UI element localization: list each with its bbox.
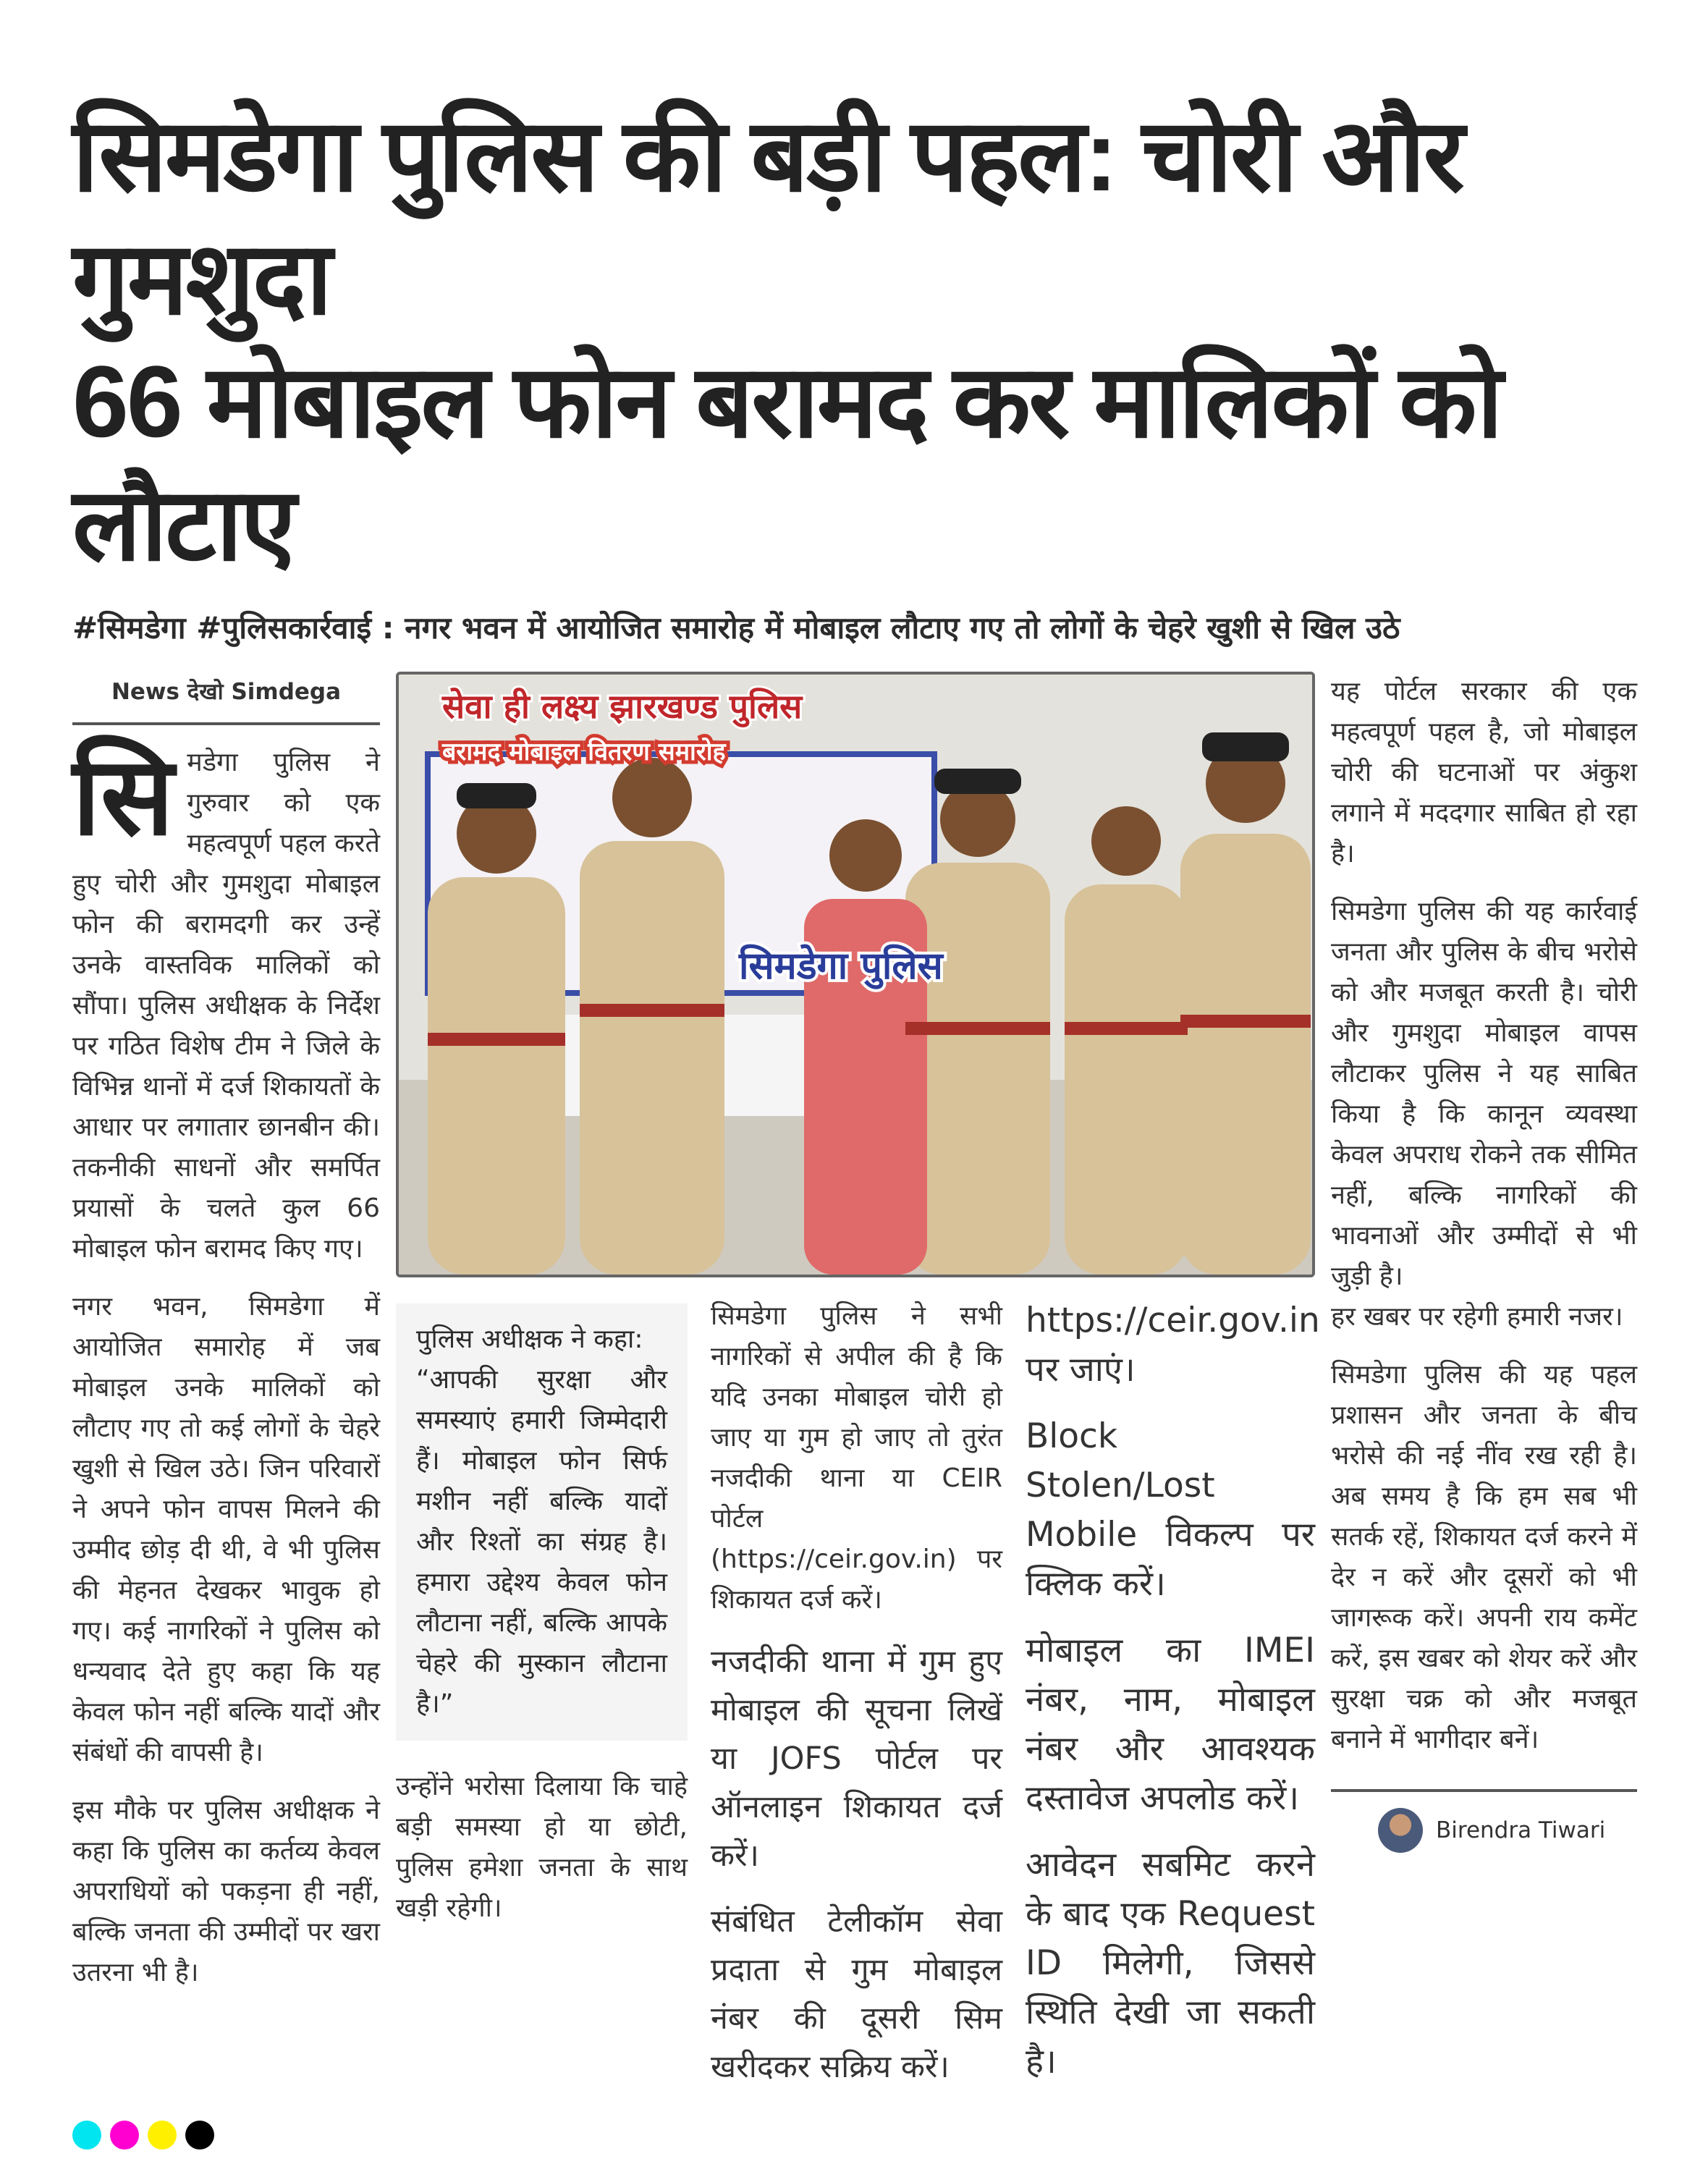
quote-intro: पुलिस अधीक्षक ने कहा: [416, 1324, 643, 1354]
subheadline: #सिमडेगा #पुलिसकार्रवाई : नगर भवन में आयोजित समारोह में मोबाइल लौटाए गए तो लोगों के चेहरे खुशी से खिल उठे [72, 610, 1400, 646]
middle-area [396, 672, 1320, 2109]
column-4 [1026, 1296, 1320, 2104]
step-item: Block Stolen/Lost Mobile विकल्प पर क्लिक करें। [1026, 1416, 1315, 1604]
divider [1331, 1789, 1637, 1792]
banner-text-2: बरामद मोबाइल वितरण समारोह [442, 737, 726, 766]
banner-text-3: सिमडेगा पुलिस [739, 944, 943, 988]
article-columns [72, 672, 1638, 2109]
column-1 [72, 672, 380, 2011]
paragraph: मडेगा पुलिस ने गुरुवार को एक महत्वपूर्ण पहल करते हुए चोरी और गुमशुदा मोबाइल फोन की बरामदगी कर उन्हें उनके वास्तविक मालिकों को सौंपा। पुलिस अधीक्षक के निर्देश पर गठित विशेष टीम ने जिले के विभिन्न थानों में दर्ज शिकायतों के आधार पर लगातार छानबीन की। तकनीकी साधनों और समर्पित प्रयासों के चलते कुल 66 मोबाइल फोन बरामद किए गए। [72, 748, 380, 1264]
tagline: हर खबर पर रहेगी हमारी नजर। [1331, 1302, 1623, 1332]
cyan-registration-dot [72, 2121, 101, 2150]
paragraph: यह पोर्टल सरकार की एक महत्वपूर्ण पहल है, जो मोबाइल चोरी की घटनाओं पर अंकुश लगाने में मददगार साबित हो रहा है। [1331, 677, 1637, 868]
quote-text: “आपकी सुरक्षा और समस्याएं हमारी जिम्मेदारी हैं। मोबाइल फोन सिर्फ मशीन नहीं बल्कि यादों और रिश्तों का संग्रह है। हमारा उद्देश्य केवल फोन लौटाना नहीं, बल्कि आपके चेहरे की मुस्कान लौटाना है।” [416, 1365, 667, 1719]
author-credit [1378, 1808, 1637, 1853]
headline-line-1: सिमडेगा पुलिस की बड़ी पहल: चोरी और गुमशुदा [72, 98, 1463, 335]
paragraph: सिमडेगा पुलिस की यह पहल प्रशासन और जनता के बीच भरोसे की नई नींव रख रही है। अब समय है कि हम सब भी सतर्क रहें, शिकायत दर्ज करने में देर न करें और दूसरों को भी जागरूक करें। अपनी राय कमेंट करें, इस खबर को शेयर करें और सुरक्षा चक्र को और मजबूत बनाने में भागीदार बनें। [1331, 1360, 1637, 1754]
pull-quote [396, 1303, 688, 1741]
paragraph: सिमडेगा पुलिस की यह कार्रवाई जनता और पुलिस के बीच भरोसे को और मजबूत करती है। चोरी और गुमशुदा मोबाइल वापस लौटाकर पुलिस ने यह साबित किया है कि कानून व्यवस्था केवल अपराध रोकने तक सीमित नहीं, बल्कि नागरिकों की भावनाओं और उम्मीदों से भी जुड़ी है। [1331, 897, 1637, 1291]
step-item: मोबाइल का IMEI नंबर, नाम, मोबाइल नंबर और आवश्यक दस्तावेज अपलोड करें। [1026, 1631, 1315, 1818]
step-item: नजदीकी थाना में गुम हुए मोबाइल की सूचना लिखें या JOFS पोर्टल पर ऑनलाइन शिकायत दर्ज करें। [711, 1644, 1002, 1874]
black-registration-dot [185, 2121, 214, 2150]
byline: News देखो Simdega [72, 672, 380, 725]
paragraph: नगर भवन, सिमडेगा में आयोजित समारोह में जब मोबाइल उनके मालिकों को लौटाए गए तो कई लोगों के चेहरे खुशी से खिल उठे। जिन परिवारों ने अपने फोन वापस मिलने की उम्मीद छोड़ दी थी, वे भी पुलिस की मेहनत देखकर भावुक हो गए। कई नागरिकों ने पुलिस को धन्यवाद देते हुए कहा कि यह केवल फोन नहीं बल्कि यादों और संबंधों की वापसी है। [72, 1292, 380, 1767]
yellow-registration-dot [148, 2121, 177, 2150]
paragraph: इस मौके पर पुलिस अधीक्षक ने कहा कि पुलिस का कर्तव्य केवल अपराधियों को पकड़ना ही नहीं, बल्कि जनता की उम्मीदों पर खरा उतरना भी है। [72, 1796, 380, 1987]
step-item: https://ceir.gov.in पर जाएं। [1026, 1301, 1320, 1390]
paragraph: सिमडेगा पुलिस ने सभी नागरिकों से अपील की है कि यदि उनका मोबाइल चोरी हो जाए या गुम हो जाए तो तुरंत नजदीकी थाना या CEIR पोर्टल (https://ceir.gov.in) पर शिकायत दर्ज करें। [711, 1301, 1002, 1615]
middle-subcolumns [396, 1296, 1320, 2109]
drop-cap: सि [72, 734, 174, 860]
column-2 [396, 1296, 688, 1946]
step-item: आवेदन सबमिट करने के बाद एक Request ID मिलेगी, जिससे स्थिति देखी जा सकती है। [1026, 1845, 1315, 2081]
headline [72, 94, 1638, 586]
paragraph: उन्होंने भरोसा दिलाया कि चाहे बड़ी समस्या हो या छोटी, पुलिस हमेशा जनता के साथ खड़ी रहेगी। [396, 1772, 688, 1923]
magenta-registration-dot [110, 2121, 139, 2150]
registration-dots [72, 2121, 1638, 2164]
step-item: संबंधित टेलीकॉम सेवा प्रदाता से गुम मोबाइल नंबर की दूसरी सिम खरीदकर सक्रिय करें। [711, 1903, 1002, 2085]
author-name: Birendra Tiwari [1436, 1817, 1606, 1843]
event-photo [396, 672, 1315, 1277]
column-5 [1331, 672, 1637, 1853]
headline-line-2: 66 मोबाइल फोन बरामद कर मालिकों को लौटाए [72, 345, 1501, 581]
banner-text-1: सेवा ही लक्ष्य झारखण्ड पुलिस [442, 687, 803, 726]
column-3 [711, 1296, 1002, 2109]
avatar [1378, 1808, 1423, 1853]
